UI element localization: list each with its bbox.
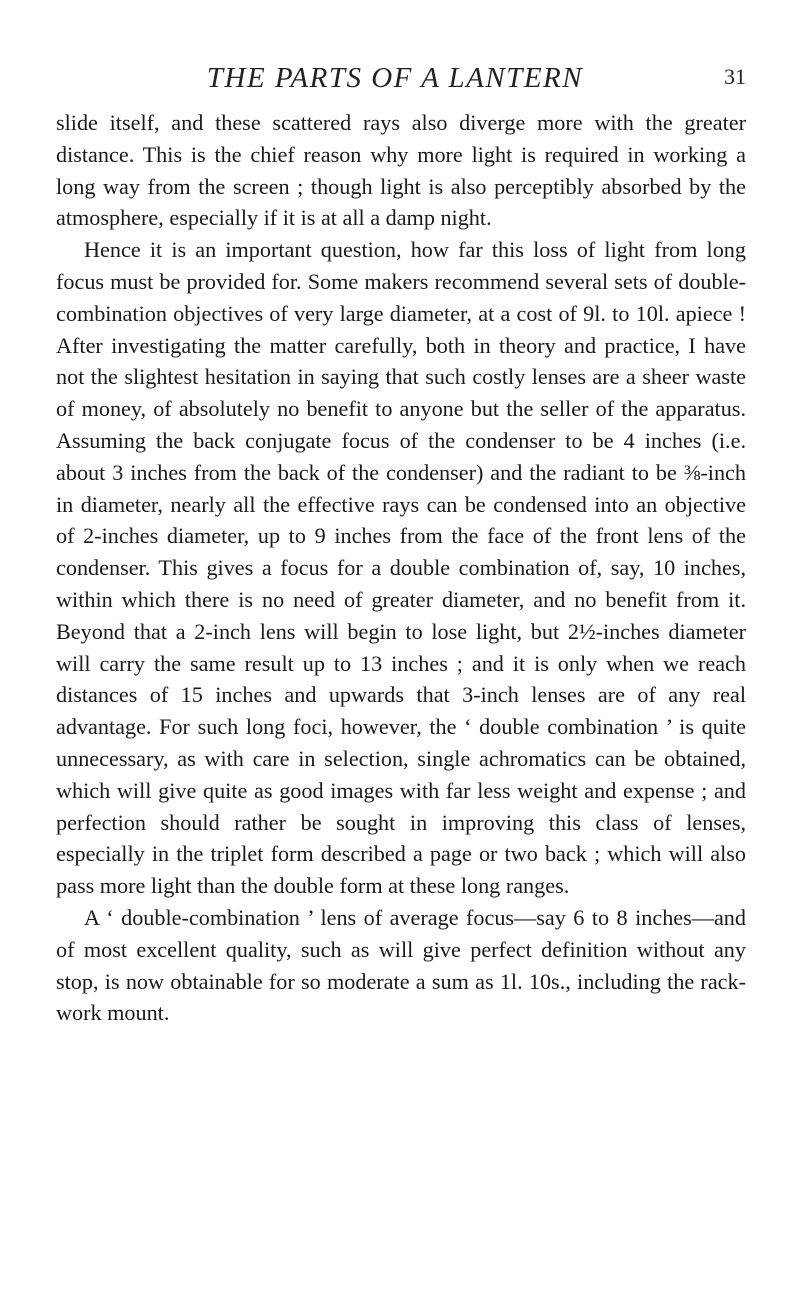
paragraph-continuation: slide itself, and these scattered rays also diverge more with the greater distance. This is the chief reason why more light is required in working a long way from the screen ; though light is also perceptibly absorbed by the atmosphere, especially if it is at all a damp night.: [56, 110, 746, 231]
paragraph-lens-diameter: Hence it is an important question, how far this loss of light from long focus must be provided for. Some makers recommend several sets of double-combination objectives of very large diameter, at a cost of 9l. to 10l. apiece ! After investigating the matter carefully, both in theory and practice, I have not the slightest hesitation in saying that such costly lenses are a sheer waste of money, of absolutely no benefit to anyone but the seller of the apparatus. Assuming the back conjugate focus of the condenser to be 4 inches (i.e. about 3 inches from the back of the condenser) and the radiant to be ⅜-inch in diameter, nearly all the effective rays can be condensed into an objective of 2-inches diameter, up to 9 inches from the face of the front lens of the condenser. This gives a focus for a double combination of, say, 10 inches, within which there is no need of greater diameter, and no benefit from it. Beyond that a 2-inch lens will begin to lose light, but 2½-inches diameter will carry the same result up to 13 inches ; and it is only when we reach distances of 15 inches and upwards that 3-inch lenses are of any real advantage. For such long foci, however, the ‘ double combination ’ is quite unnecessary, as with care in selection, single achromatics can be obtained, which will give quite as good images with far less weight and expense ; and perfection should rather be sought in improving this class of lenses, especially in the triplet form described a page or two back ; which will also pass more light than the double form at these long ranges.: [56, 237, 746, 899]
page-number: 31: [724, 64, 746, 89]
running-title: THE PARTS OF A LANTERN: [206, 62, 584, 94]
body-text: [56, 107, 746, 1029]
paragraph-double-combination: A ‘ double-combination ’ lens of average focus—say 6 to 8 inches—and of most excellent quality, such as will give perfect definition without any stop, is now obtainable for so moderate a sum as 1l. 10s., including the rack-work mount.: [56, 904, 746, 1026]
